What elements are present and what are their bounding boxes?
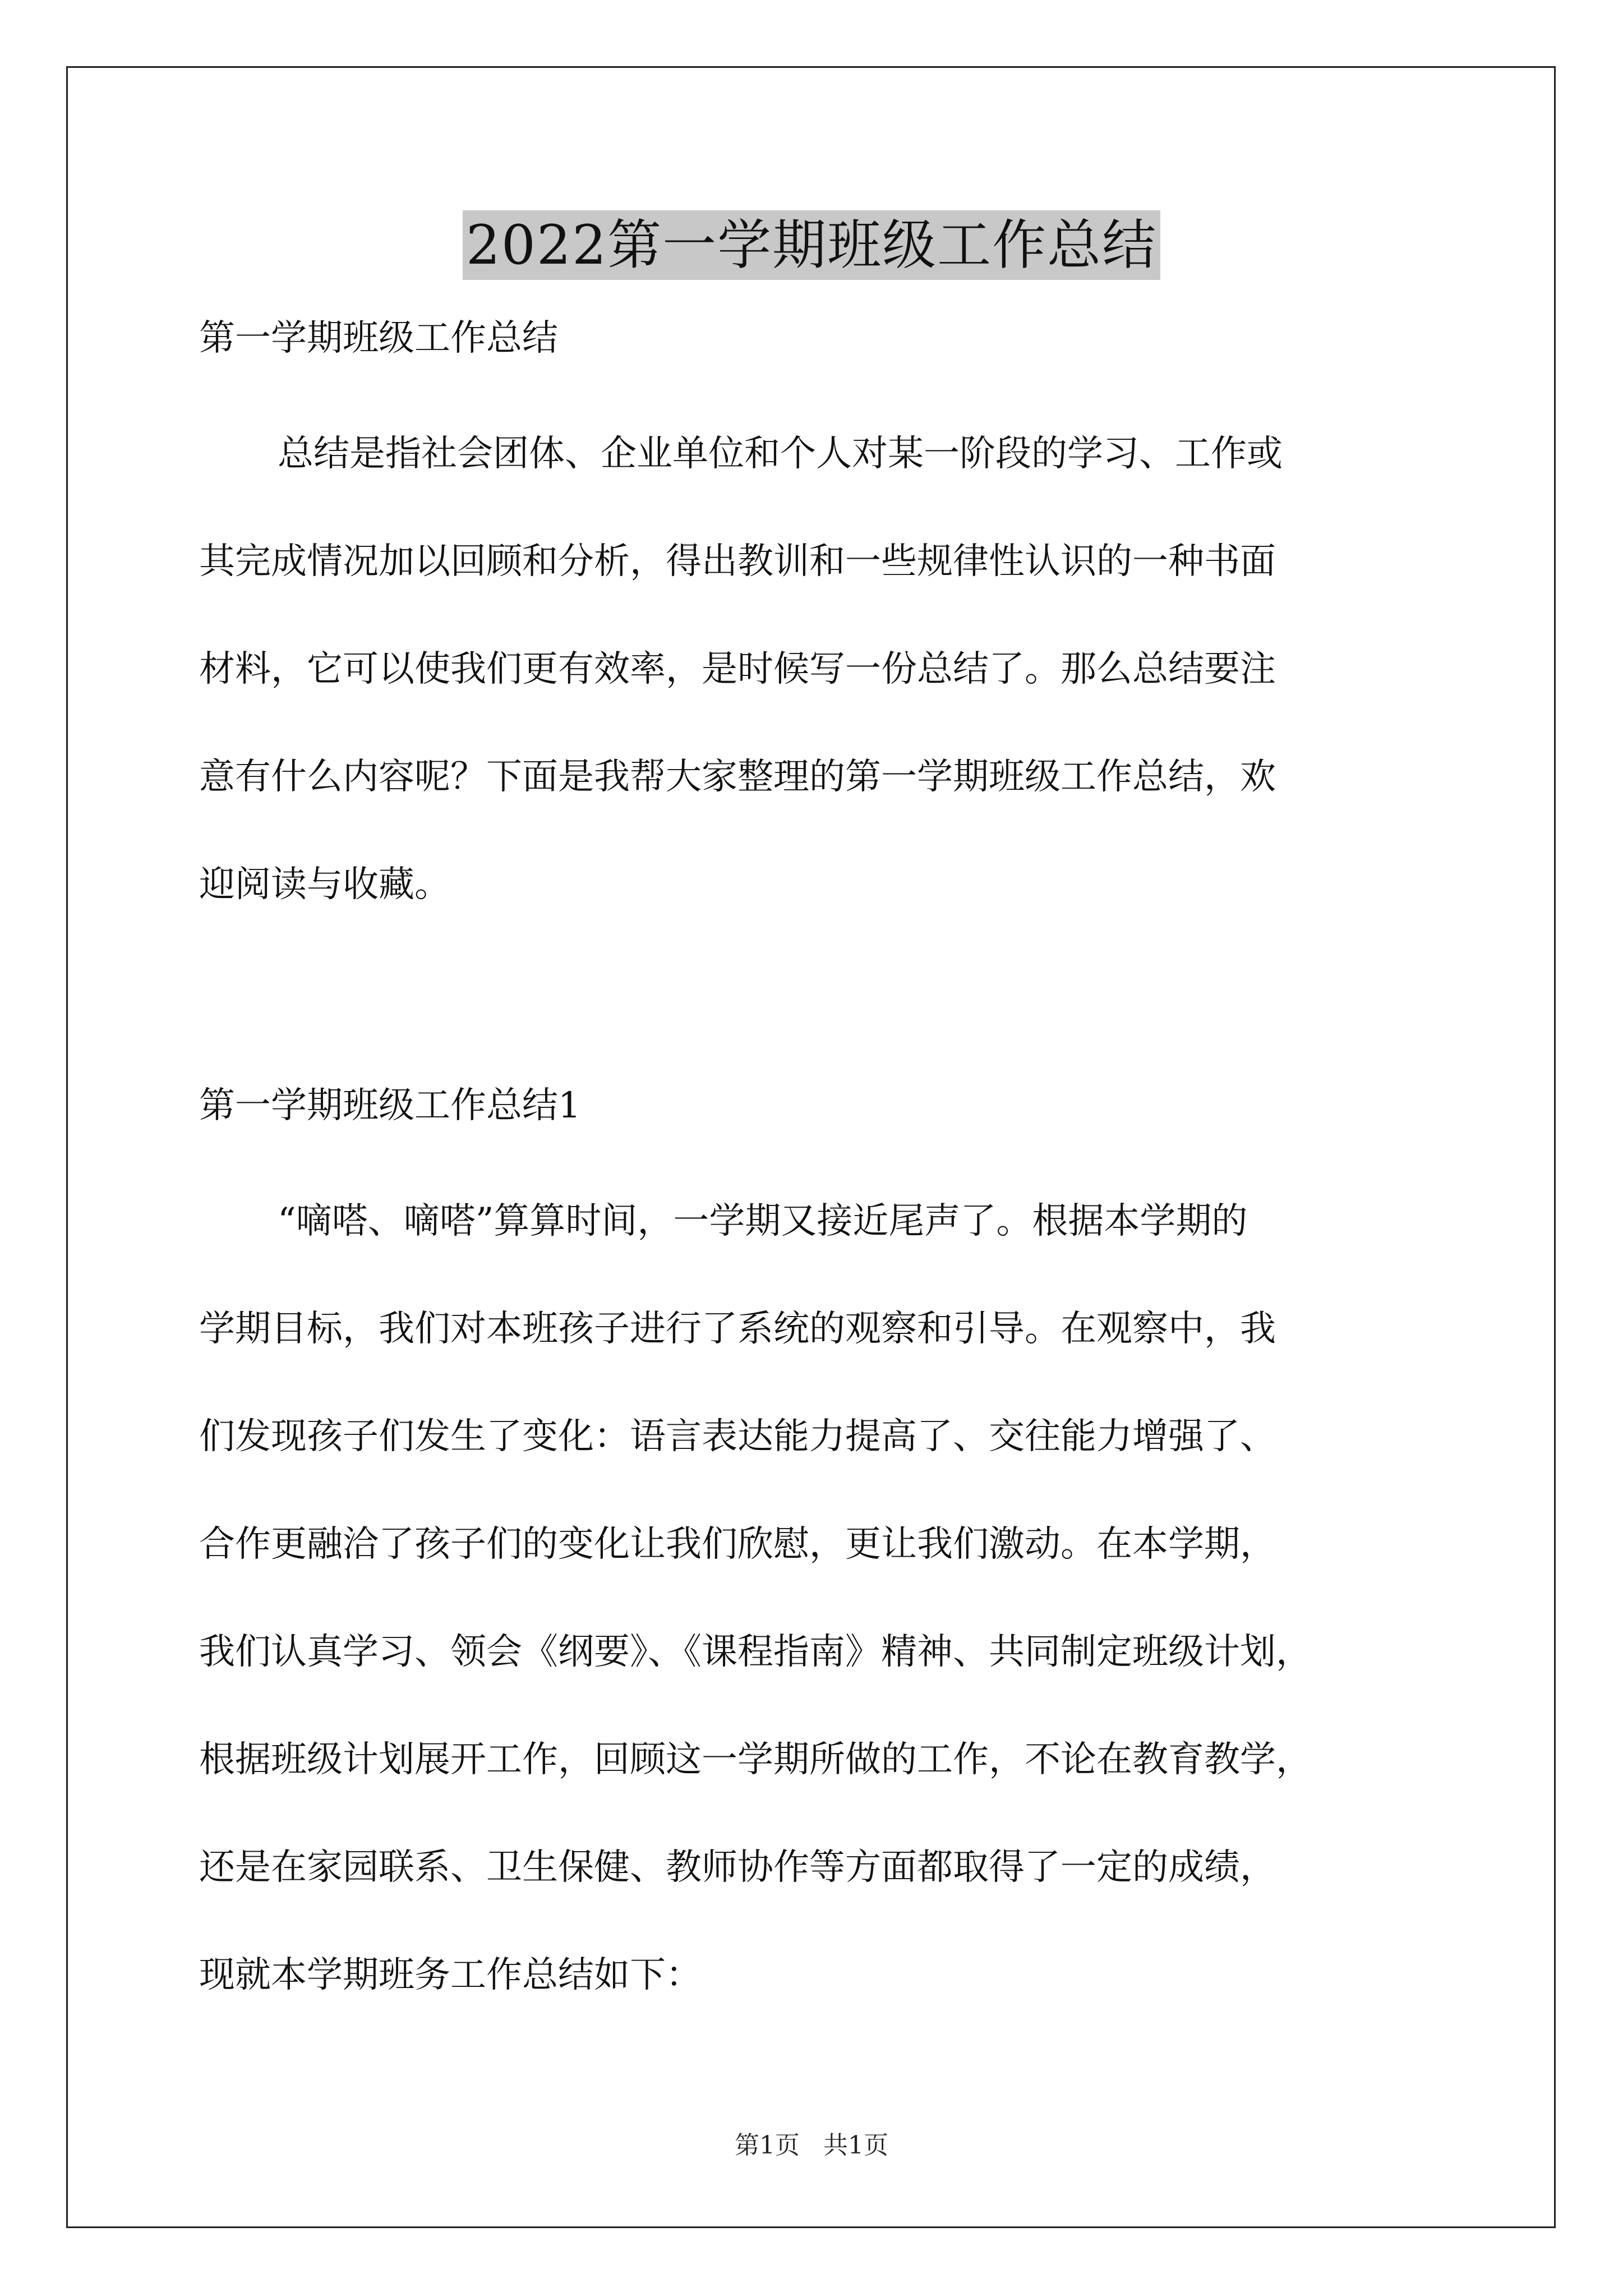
paragraph-line: 合作更融洽了孩子们的变化让我们欣慰，更让我们激动。在本学期， <box>199 1524 1276 1565</box>
paragraph-line: 还是在家园联系、卫生保健、教师协作等方面都取得了一定的成绩， <box>199 1847 1276 1888</box>
intro-heading: 第一学期班级工作总结 <box>199 318 558 359</box>
paragraph-line: 其完成情况加以回顾和分析，得出教训和一些规律性认识的一种书面 <box>199 541 1276 582</box>
intro-paragraph <box>199 400 1433 938</box>
page-footer: 第1页 共1页 <box>735 2131 888 2160</box>
section-1-paragraph <box>199 1167 1433 2029</box>
section-1-heading: 第一学期班级工作总结1 <box>199 1085 581 1126</box>
paragraph-line: 现就本学期班务工作总结如下： <box>199 1954 702 1996</box>
paragraph-line: 意有什么内容呢？下面是我帮大家整理的第一学期班级工作总结，欢 <box>199 756 1276 798</box>
paragraph-line: 总结是指社会团体、企业单位和个人对某一阶段的学习、工作或 <box>278 433 1283 475</box>
spacer <box>199 938 1433 1079</box>
spacer <box>199 365 1433 400</box>
document-body <box>199 311 1433 2029</box>
document-title: 2022第一学期班级工作总结 <box>463 210 1160 280</box>
paragraph-line: 材料，它可以使我们更有效率，是时候写一份总结了。那么总结要注 <box>199 648 1276 690</box>
paragraph-line: “嘀嗒、嘀嗒”算算时间，一学期又接近尾声了。根据本学期的 <box>278 1200 1248 1242</box>
paragraph-line: 根据班级计划展开工作，回顾这一学期所做的工作，不论在教育教学， <box>199 1739 1312 1780</box>
spacer <box>199 1133 1433 1167</box>
title-container <box>0 210 1623 280</box>
paragraph-line: 我们认真学习、领会《纲要》、《课程指南》精神、共同制定班级计划， <box>199 1631 1312 1673</box>
paragraph-line: 们发现孩子们发生了变化：语言表达能力提高了、交往能力增强了、 <box>199 1416 1276 1457</box>
paragraph-line: 迎阅读与收藏。 <box>199 864 450 905</box>
paragraph-line: 学期目标，我们对本班孩子进行了系统的观察和引导。在观察中，我 <box>199 1308 1276 1350</box>
